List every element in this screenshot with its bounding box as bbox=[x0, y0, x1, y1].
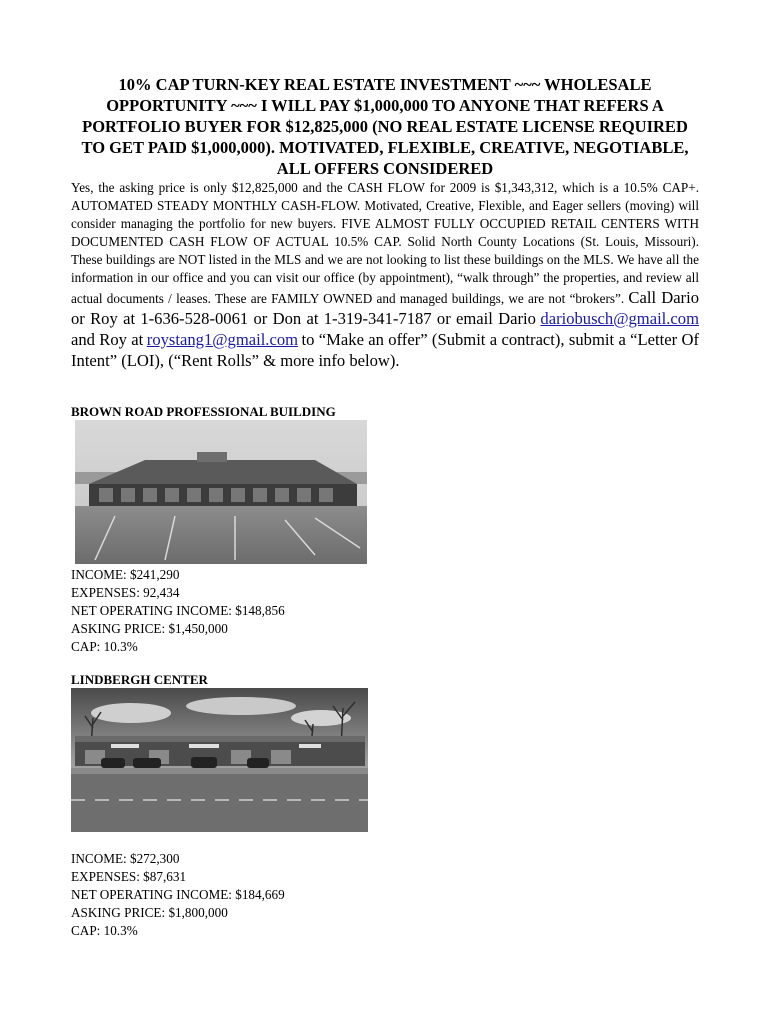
asking-price-value: ASKING PRICE: $1,800,000 bbox=[71, 905, 228, 920]
document-title: 10% CAP TURN-KEY REAL ESTATE INVESTMENT ~~~ WHOLESALE OPPORTUNITY ~~~ I WILL PAY $1,000,000 TO ANYONE THAT REFERS A PORTFOLIO BUYER FOR $12,825,000 (NO REAL ESTATE LICENSE REQUIRED TO GET PAID $1,000,000). MOTIVATED, FLEXIBLE, CREATIVE, NEGOTIABLE, ALL OFFERS CONSIDERED bbox=[81, 75, 689, 178]
brown-road-building-photo bbox=[75, 420, 367, 564]
intro-call-text: Call Dario or Roy at 1-636-528-0061 or Don at 1-319-341-7187 or email Dario bbox=[71, 288, 699, 328]
asking-price-value: ASKING PRICE: $1,450,000 bbox=[71, 621, 228, 636]
property-heading-lindbergh: LINDBERGH CENTER bbox=[71, 672, 208, 687]
cap-value: CAP: 10.3% bbox=[71, 639, 138, 654]
income-value: INCOME: $272,300 bbox=[71, 851, 180, 866]
email-link-roy[interactable]: roystang1@gmail.com bbox=[146, 330, 299, 349]
intro-body: Yes, the asking price is only $12,825,000 and the CASH FLOW for 2009 is $1,343,312, which is a 10.5% CAP+. AUTOMATED STEADY MONTHLY CASH-FLOW. Motivated, Creative, Flexible, and Eager sellers (moving) will consider managing the portfolio for new buyers. FIVE ALMOST FULLY OCCUPIED RETAIL CENTERS WITH DOCUMENTED CASH FLOW OF ACTUAL 10.5% CAP. Solid North County Locations (St. Louis, Missouri). These buildings are NOT listed in the MLS and we are not looking to list these buildings on the MLS. We have all the information in our office and you can visit our office (by appointment), “walk through” the properties, and review all actual documents / leases. These are FAMILY OWNED and managed buildings, we are not “brokers”. bbox=[71, 180, 699, 306]
income-value: INCOME: $241,290 bbox=[71, 567, 180, 582]
expenses-value: EXPENSES: $87,631 bbox=[71, 869, 187, 884]
intro-and-roy: and Roy at bbox=[71, 330, 144, 349]
email-link-dario[interactable]: dariobusch@gmail.com bbox=[540, 309, 700, 328]
cap-value: CAP: 10.3% bbox=[71, 923, 138, 938]
expenses-value: EXPENSES: 92,434 bbox=[71, 585, 180, 600]
intro-paragraph bbox=[71, 179, 699, 371]
noi-value: NET OPERATING INCOME: $184,669 bbox=[71, 887, 285, 902]
noi-value: NET OPERATING INCOME: $148,856 bbox=[71, 603, 285, 618]
document-page bbox=[71, 74, 699, 371]
property-stats-brown-road bbox=[71, 566, 285, 656]
property-heading-brown-road: BROWN ROAD PROFESSIONAL BUILDING bbox=[71, 404, 336, 419]
lindbergh-center-photo bbox=[71, 688, 368, 832]
intro-closing: to “Make an offer” (Submit a contract), submit a “Letter Of Intent” (LOI), (“Rent Rolls” & more info below). bbox=[71, 330, 699, 370]
property-stats-lindbergh bbox=[71, 850, 285, 940]
